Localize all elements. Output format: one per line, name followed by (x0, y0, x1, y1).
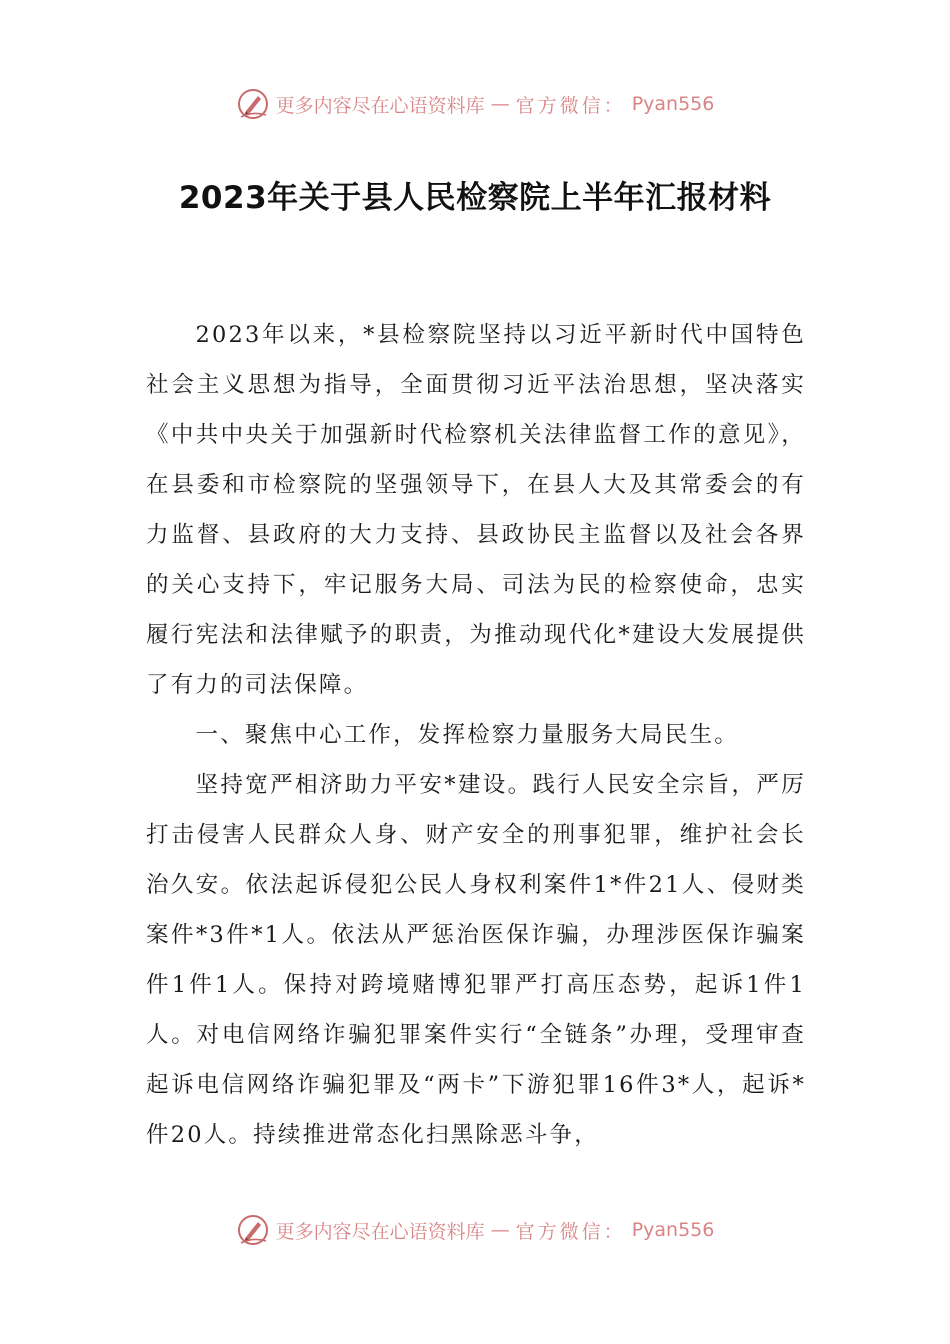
watermark-main-text: 更多内容尽在心语资料库 (275, 1220, 485, 1243)
paragraph-section-1: 坚持宽严相济助力平安*建设。践行人民安全宗旨，严厉打击侵害人民群众人身、财产安全的刑事犯罪，维护社会长治久安。依法起诉侵犯公民人身权利案件1*件21人、侵财类案件*3件*1人。依法从严惩治医保诈骗，办理涉医保诈骗案件1件1人。保持对跨境赌博犯罪严打高压态势，起诉1件1人。对电信网络诈骗犯罪案件实行“全链条”办理，受理审查起诉电信网络诈骗犯罪及“两卡”下游犯罪16件3*人，起诉*件20人。持续推进常态化扫黑除恶斗争， (146, 772, 806, 1148)
pen-logo-icon (236, 87, 270, 121)
watermark-main-text: 更多内容尽在心语资料库 (275, 94, 485, 117)
paragraph-intro: 2023年以来，*县检察院坚持以习近平新时代中国特色社会主义思想为指导，全面贯彻习近平法治思想，坚决落实《中共中央关于加强新时代检察机关法律监督工作的意见》，在县委和市检察院的坚强领导下，在县人大及其常委会的有力监督、县政府的大力支持、县政协民主监督以及社会各界的关心支持下，牢记服务大局、司法为民的检察使命，忠实履行宪法和法律赋予的职责，为推动现代化*建设大发展提供了有力的司法保障。 (146, 322, 806, 698)
watermark-banner-bottom (0, 1210, 950, 1250)
watermark-wechat-label: 官方微信： (515, 94, 626, 117)
document-body (146, 310, 806, 1160)
pen-logo-icon (236, 1213, 270, 1247)
watermark-dash: — (490, 1219, 510, 1241)
document-title: 2023年关于县人民检察院上半年汇报材料 (178, 180, 772, 216)
section-heading-1: 一、聚焦中心工作，发挥检察力量服务大局民生。 (195, 722, 739, 748)
watermark-banner-top (0, 84, 950, 124)
watermark-wechat-label: 官方微信： (515, 1220, 626, 1243)
watermark-dash: — (490, 93, 510, 115)
watermark-wechat-id: Pyan556 (631, 93, 715, 115)
watermark-wechat-id: Pyan556 (631, 1219, 715, 1241)
